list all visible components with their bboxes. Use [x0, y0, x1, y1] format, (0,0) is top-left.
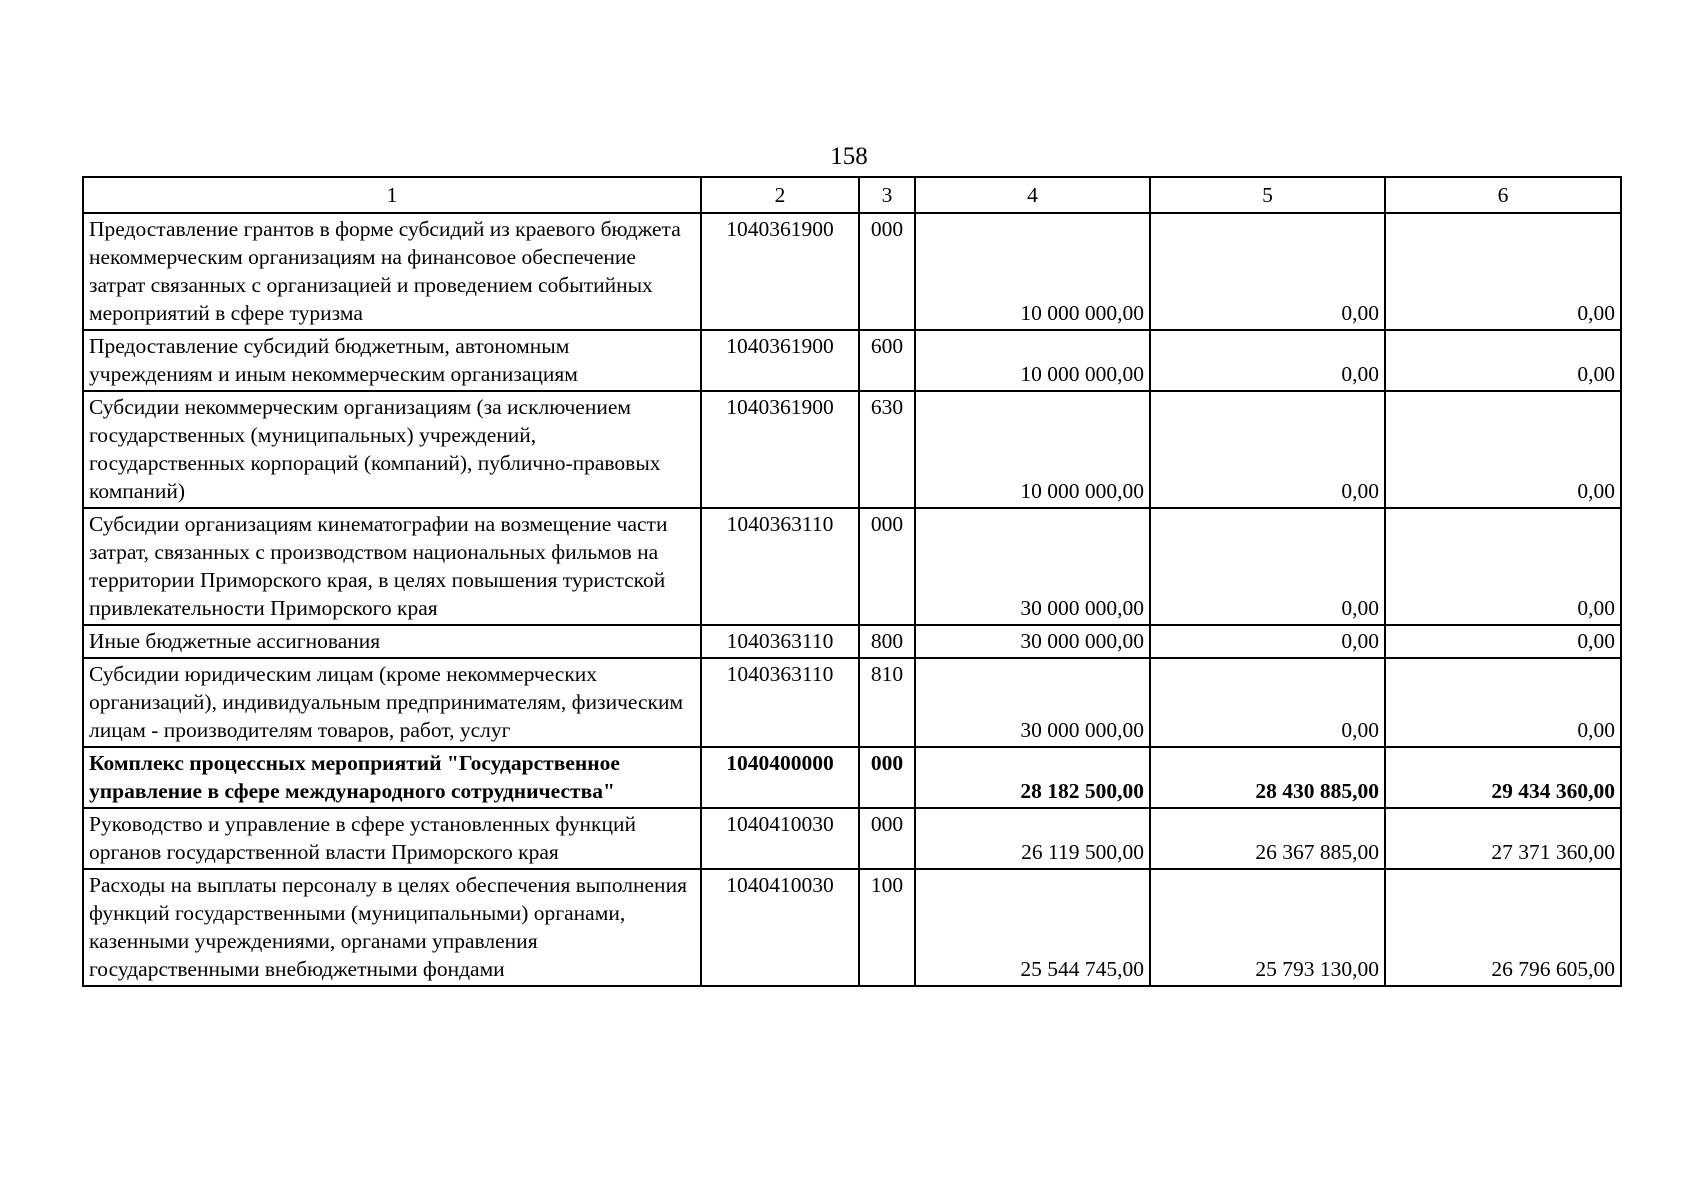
row-value-4: 26 119 500,00 [915, 808, 1150, 869]
row-type: 630 [859, 391, 915, 508]
row-code: 1040363110 [701, 658, 859, 747]
table-row [83, 808, 1621, 869]
row-code: 1040363110 [701, 625, 859, 658]
row-value-6: 0,00 [1385, 658, 1621, 747]
row-code: 1040361900 [701, 391, 859, 508]
header-col-5: 5 [1150, 177, 1385, 213]
row-value-5: 25 793 130,00 [1150, 869, 1385, 986]
row-name: Руководство и управление в сфере установленных функций органов государственной власти Приморского края [83, 808, 701, 869]
row-name: Субсидии некоммерческим организациям (за исключением государственных (муниципальных) учреждений, государственных корпораций (компаний), публично-правовых компаний) [83, 391, 701, 508]
row-value-5: 0,00 [1150, 330, 1385, 391]
row-value-6: 29 434 360,00 [1385, 747, 1621, 808]
row-value-6: 26 796 605,00 [1385, 869, 1621, 986]
table-header-row [83, 177, 1621, 213]
row-value-4: 25 544 745,00 [915, 869, 1150, 986]
row-type: 600 [859, 330, 915, 391]
row-name: Предоставление субсидий бюджетным, автономным учреждениям и иным некоммерческим организациям [83, 330, 701, 391]
row-type: 800 [859, 625, 915, 658]
table-row [83, 625, 1621, 658]
row-name: Расходы на выплаты персоналу в целях обеспечения выполнения функций государственными (муниципальными) органами, казенными учреждениями, органами управления государственными внебюджетными фондами [83, 869, 701, 986]
row-name: Субсидии организациям кинематографии на возмещение части затрат, связанных с производством национальных фильмов на территории Приморского края, в целях повышения туристской привлекательности Приморского края [83, 508, 701, 625]
row-type: 100 [859, 869, 915, 986]
row-type: 000 [859, 213, 915, 330]
table-row [83, 508, 1621, 625]
row-value-4: 30 000 000,00 [915, 658, 1150, 747]
row-value-4: 10 000 000,00 [915, 213, 1150, 330]
row-type: 000 [859, 508, 915, 625]
row-value-5: 0,00 [1150, 213, 1385, 330]
table-row [83, 213, 1621, 330]
row-value-6: 0,00 [1385, 213, 1621, 330]
table-row [83, 658, 1621, 747]
row-value-4: 28 182 500,00 [915, 747, 1150, 808]
row-code: 1040361900 [701, 213, 859, 330]
row-type: 000 [859, 808, 915, 869]
header-col-3: 3 [859, 177, 915, 213]
header-col-2: 2 [701, 177, 859, 213]
row-code: 1040361900 [701, 330, 859, 391]
row-value-6: 0,00 [1385, 625, 1621, 658]
row-value-6: 0,00 [1385, 508, 1621, 625]
row-name: Комплекс процессных мероприятий "Государственное управление в сфере международного сотрудничества" [83, 747, 701, 808]
row-value-4: 30 000 000,00 [915, 625, 1150, 658]
row-value-4: 10 000 000,00 [915, 391, 1150, 508]
header-col-1: 1 [83, 177, 701, 213]
row-value-4: 10 000 000,00 [915, 330, 1150, 391]
row-value-5: 28 430 885,00 [1150, 747, 1385, 808]
row-value-6: 27 371 360,00 [1385, 808, 1621, 869]
budget-table [82, 176, 1622, 987]
row-name: Иные бюджетные ассигнования [83, 625, 701, 658]
row-value-5: 0,00 [1150, 391, 1385, 508]
header-col-4: 4 [915, 177, 1150, 213]
table-row [83, 391, 1621, 508]
row-type: 810 [859, 658, 915, 747]
row-value-5: 0,00 [1150, 508, 1385, 625]
row-code: 1040410030 [701, 808, 859, 869]
row-type: 000 [859, 747, 915, 808]
row-value-5: 26 367 885,00 [1150, 808, 1385, 869]
row-value-5: 0,00 [1150, 658, 1385, 747]
row-value-5: 0,00 [1150, 625, 1385, 658]
row-value-4: 30 000 000,00 [915, 508, 1150, 625]
table-row-section [83, 747, 1621, 808]
row-code: 1040410030 [701, 869, 859, 986]
row-code: 1040400000 [701, 747, 859, 808]
table-row [83, 330, 1621, 391]
page-number: 158 [830, 143, 868, 170]
table-row [83, 869, 1621, 986]
header-col-6: 6 [1385, 177, 1621, 213]
row-value-6: 0,00 [1385, 391, 1621, 508]
row-name: Субсидии юридическим лицам (кроме некоммерческих организаций), индивидуальным предпринимателям, физическим лицам - производителям товаров, работ, услуг [83, 658, 701, 747]
row-code: 1040363110 [701, 508, 859, 625]
row-name: Предоставление грантов в форме субсидий из краевого бюджета некоммерческим организациям на финансовое обеспечение затрат связанных с организацией и проведением событийных мероприятий в сфере туризма [83, 213, 701, 330]
row-value-6: 0,00 [1385, 330, 1621, 391]
